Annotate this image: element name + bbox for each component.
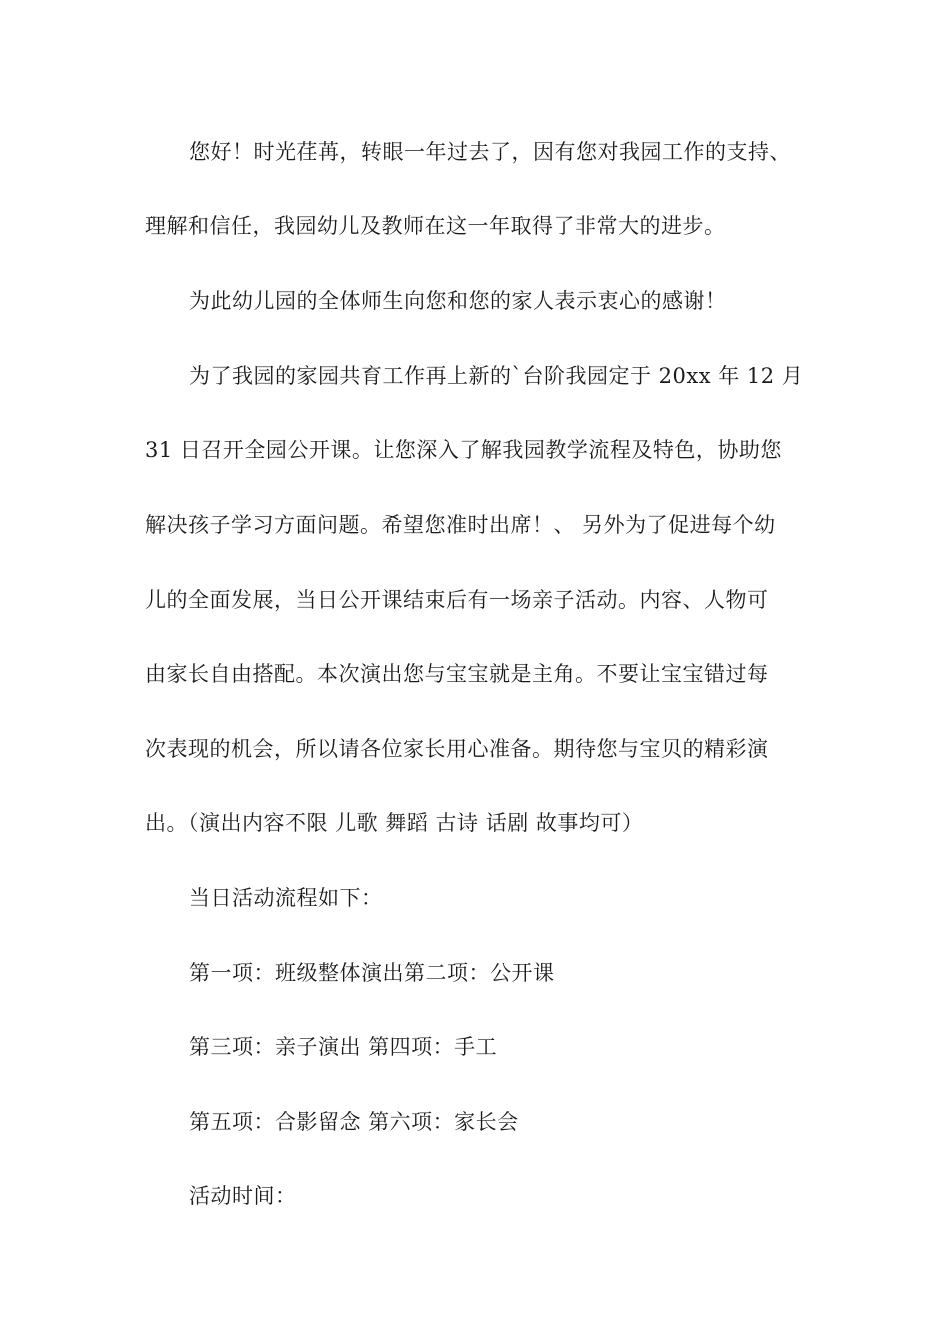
text-line: 当日活动流程如下： <box>189 886 383 910</box>
text-line: 第三项：亲子演出 第四项：手工 <box>189 1035 498 1059</box>
text-line: 您好！时光荏苒，转眼一年过去了，因有您对我园工作的支持、 <box>189 140 791 164</box>
text-line: 出。（演出内容不限 儿歌 舞蹈 古诗 话剧 故事均可） <box>145 811 644 835</box>
text-line: 第一项：班级整体演出第二项：公开课 <box>189 961 555 985</box>
text-line: 31 日召开全园公开课。让您深入了解我园教学流程及特色，协助您 <box>145 438 782 462</box>
text-line: 第五项：合影留念 第六项：家长会 <box>189 1110 519 1134</box>
text-line: 儿的全面发展，当日公开课结束后有一场亲子活动。内容、人物可 <box>145 588 769 612</box>
text-line: 为了我园的家园共育工作再上新的`台阶我园定于 20xx 年 12 月 <box>189 364 804 388</box>
text-line: 为此幼儿园的全体师生向您和您的家人表示衷心的感谢！ <box>189 289 727 313</box>
text-line: 活动时间： <box>189 1184 297 1208</box>
text-line: 理解和信任，我园幼儿及教师在这一年取得了非常大的进步。 <box>145 214 726 238</box>
text-line: 次表现的机会，所以请各位家长用心准备。期待您与宝贝的精彩演 <box>145 737 769 761</box>
text-line: 由家长自由搭配。本次演出您与宝宝就是主角。不要让宝宝错过每 <box>145 662 769 686</box>
text-line: 解决孩子学习方面问题。希望您准时出席！、 另外为了促进每个幼 <box>145 513 776 537</box>
